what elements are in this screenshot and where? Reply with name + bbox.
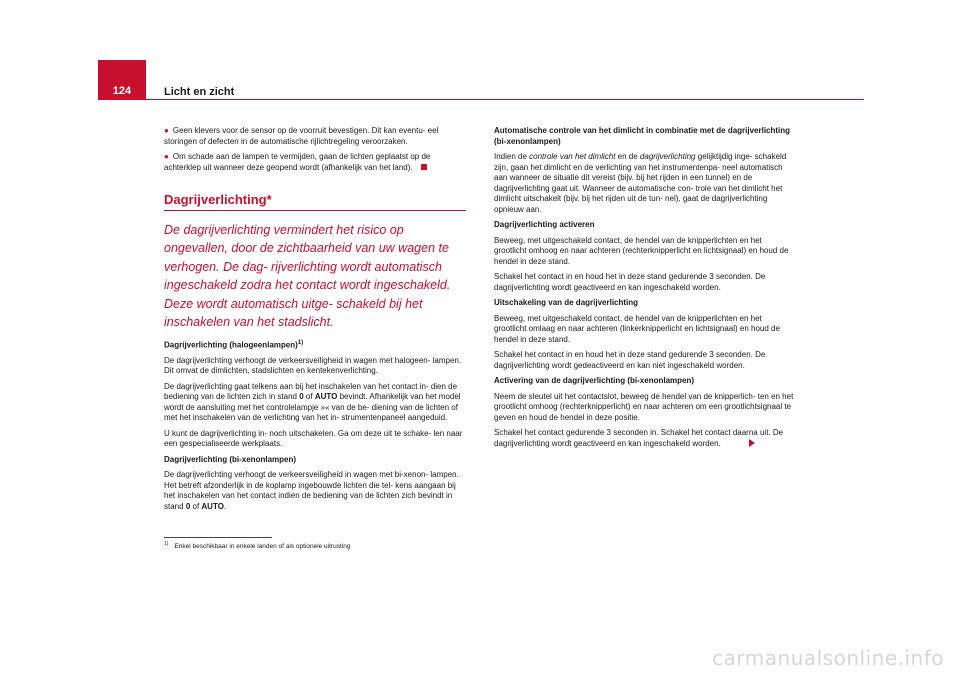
footnote: $^{1)}$ Enkel beschikbaar in enkele landen of als optionele uitrusting — [164, 541, 351, 551]
section-rule — [164, 210, 466, 211]
chapter-title: Licht en zicht — [164, 86, 235, 98]
paragraph: Schakel het contact gedurende 3 seconden in. Schakel het contact daarna uit. De dagrijverlichting wordt geactiveerd en kan ingeschakeld worden. — [494, 428, 784, 448]
end-of-section-icon — [421, 164, 427, 170]
left-column — [164, 126, 466, 517]
right-column — [494, 126, 794, 454]
subheading-activate: Dagrijverlichting activeren — [494, 220, 595, 229]
switch-symbol-zero: 0 — [185, 501, 191, 511]
bullet-item: ● Geen klevers voor de sensor op de voorruit bevestigen. Dit kan eventu- eel storingen of defecten in de automatische rijlichtregeling veroorzaken. — [164, 126, 439, 146]
subheading-halogen: Dagrijverlichting (halogeenlampen)$^{1)}$ — [164, 339, 304, 350]
switch-symbol-zero: 0 — [299, 392, 304, 402]
subheading-deactivate: Uitschakeling van de dagrijverlichting — [494, 298, 639, 307]
paragraph: Schakel het contact in en houd het in deze stand gedurende 3 seconden. De dagrijverlichting wordt geactiveerd en kan ingeschakeld worden. — [494, 272, 766, 292]
bullet-icon: ● — [164, 152, 169, 161]
footnote-ref: 1) — [297, 339, 304, 346]
subheading-bixenon: Dagrijverlichting (bi-xenonlampen) — [164, 454, 297, 464]
switch-symbol-auto: AUTO — [314, 392, 338, 402]
page-number: 124 — [112, 85, 132, 97]
subheading-auto-control: Automatische controle van het dimlicht in combinatie met de dagrijverlichting (bi-xenonlampen) — [494, 126, 791, 146]
section-intro: De dagrijverlichting vermindert het risico op ongevallen, door de zichtbaarheid van uw wagen te verhogen. De dag- rijverlichting wordt automatisch ingeschakeld zodra het contact wordt ingeschakeld. Deze wordt automatisch uitge- schakeld bij het inschakelen van het stadslicht. — [164, 222, 451, 329]
footnote-rule — [164, 537, 272, 538]
paragraph: Schakel het contact in en houd het in deze stand gedurende 3 seconden. De dagrijverlichting wordt gedeactiveerd en kan niet ingeschakeld worden. — [494, 350, 766, 370]
subheading-activate-bixenon: Activering van de dagrijverlichting (bi-xenonlampen) — [494, 376, 695, 385]
paragraph: Indien de controle van het dimlicht en de dagrijverlichting gelijktijdig inge- schakeld zijn, gaan het dimlicht en de verlichting van het instrumentenpa- neel automatisch aan wanneer de situatie dit vereist (bijv. bij het rijden in een tunnel) en de dagrijverlichting gaat uit. Wanneer de automatische con- trole van het dimlicht het dimlicht uitschakelt (bijv. bij het rijden uit de tun- nel), gaat de dagrijverlichting opnieuw aan. — [494, 152, 787, 214]
header-rule — [146, 99, 864, 100]
paragraph: Beweeg, met uitgeschakeld contact, de hendel van de knipperlichten en het grootlicht omhoog en naar achteren (rechterknipperlicht en lichtsignaal) en houd de hendel in deze stand. — [494, 235, 789, 266]
paragraph: U kunt de dagrijverlichting in- noch uitschakelen. Ga om deze uit te schake- len naar een gespecialiseerde werkplaats. — [164, 428, 463, 449]
bullet-icon: ● — [164, 126, 169, 135]
watermark: carmanualsonline.info — [712, 646, 944, 670]
paragraph: Beweeg, met uitgeschakeld contact, de hendel van de knipperlichten en het grootlicht omlaag en naar achteren (linkerknipperlicht en lichtsignaal) en houd de hendel in deze stand. — [494, 313, 780, 344]
continue-arrow-icon — [749, 439, 755, 447]
page-number-box — [98, 60, 146, 100]
paragraph: De dagrijverlichting verhoogt de verkeersveiligheid in wagen met halogeen- lampen. Dit omvat de dimlichten, stadslichten en kentekenverlichting. — [164, 355, 462, 376]
section-title: Dagrijverlichting* — [164, 192, 272, 207]
paragraph: De dagrijverlichting verhoogt de verkeersveiligheid in wagen met bi-xenon- lampen. Het betreft afzonderlijk in de koplamp ingebouwde lichten die tel- kens aangaan bij het inschakelen van het contact indien de bediening van de lichten zich bevindt in stand 0 of AUTO. — [164, 470, 459, 511]
paragraph: Neem de sleutel uit het contactslot, beweeg de hendel van de knipperlich- ten en het grootlicht omhoog (rechterknipperlicht) en naar achteren om een grootlichtsignaal te geven en houd de hendel in deze positie. — [494, 391, 794, 422]
bullet-item: ● Om schade aan de lampen te vermijden, gaan de lichten geplaatst op de achterklep uit wanneer deze geopend wordt (afhankelijk van het land). — [164, 152, 431, 172]
paragraph: De dagrijverlichting gaat telkens aan bij het inschakelen van het contact in- dien de bediening van de lichten zich in stand 0 of AUTO bevindt. Afhankelijk van het model wordt de aansluiting met het controlelampje »« van de be- diening van de lichten of met het inschakelen van de verlichting van het in- strumentenpaneel aangeduid. — [164, 381, 461, 423]
switch-symbol-auto: AUTO — [201, 501, 224, 511]
